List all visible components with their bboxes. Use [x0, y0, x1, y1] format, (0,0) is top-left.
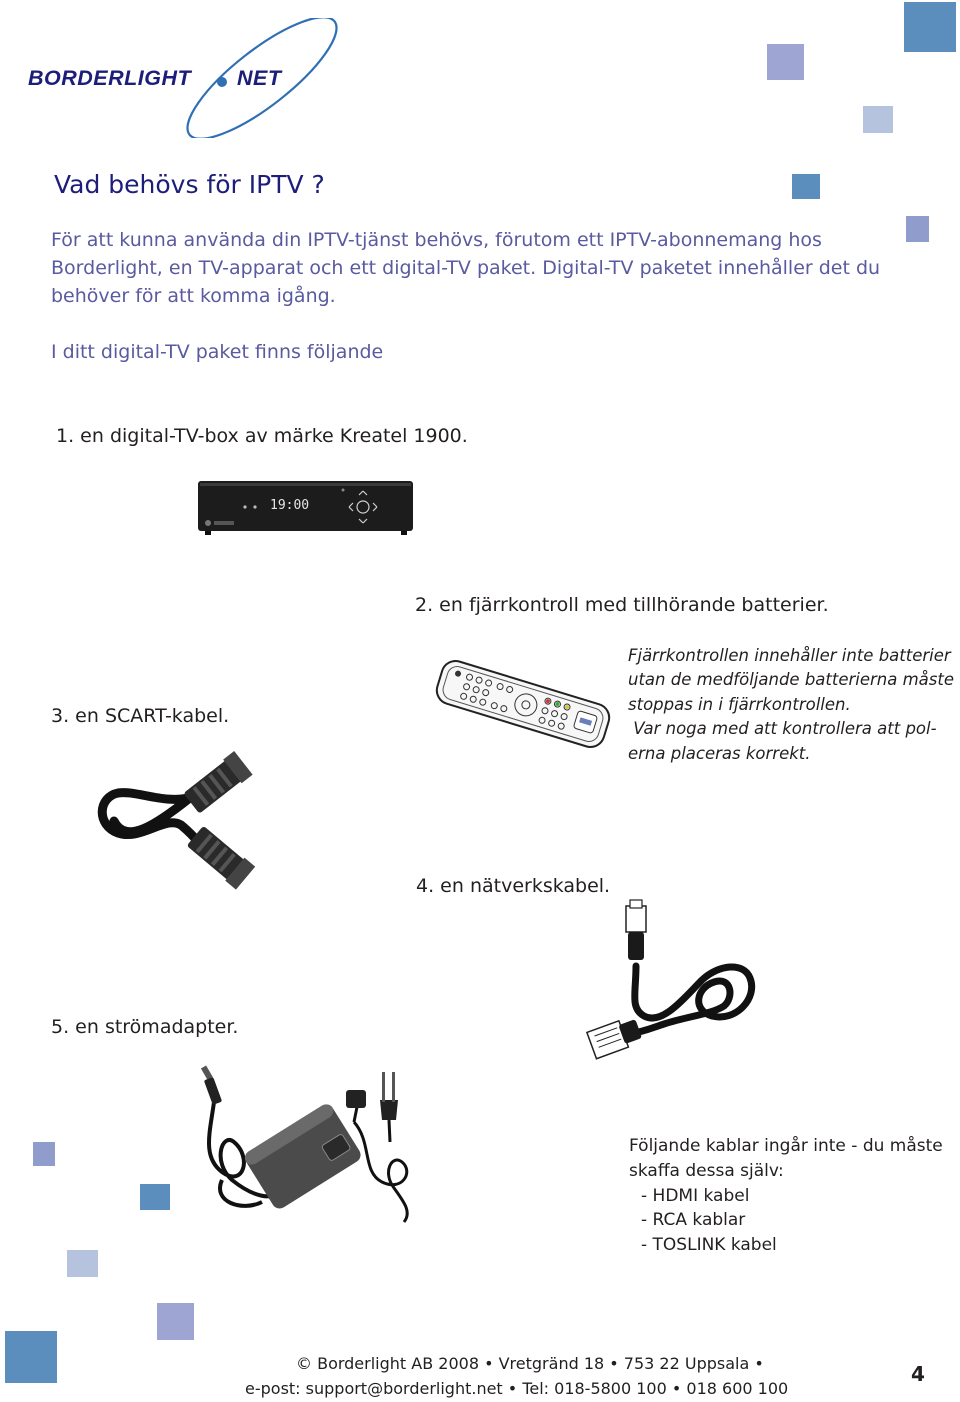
footer-address: © Borderlight AB 2008 • Vretgränd 18 • 753 22 Uppsala •	[296, 1354, 764, 1373]
intro-line: Borderlight, en TV-apparat och ett digital-TV paket. Digital-TV paketet innehåller det du	[51, 257, 881, 279]
decor-square	[33, 1142, 55, 1166]
page-number: 4	[911, 1362, 925, 1386]
decor-square	[5, 1331, 57, 1383]
decor-square	[863, 106, 893, 133]
item-box: 1. en digital-TV-box av märke Kreatel 1900.	[56, 425, 468, 447]
cables-note-line: Följande kablar ingår inte - du måste	[629, 1136, 943, 1156]
decor-square	[792, 174, 820, 199]
remote-note-line: erna placeras korrekt.	[628, 744, 811, 763]
intro-line: behöver för att komma igång.	[51, 285, 336, 307]
decor-square	[904, 2, 956, 52]
remote-note-line: Var noga med att kontrollera att pol-	[628, 719, 937, 738]
item-scart: 3. en SCART-kabel.	[51, 705, 230, 727]
cables-note-line: skaffa dessa själv:	[629, 1161, 784, 1181]
remote-note-line: stoppas in i fjärrkontrollen.	[628, 695, 851, 714]
box-display: 19:00	[270, 498, 310, 513]
cables-list-item: - RCA kablar	[641, 1210, 746, 1230]
remote-note-line: utan de medföljande batterierna måste	[628, 670, 955, 689]
remote-note-line: Fjärrkontrollen innehåller inte batterier	[628, 646, 951, 665]
remote-control-image	[432, 652, 614, 756]
item-power: 5. en strömadapter.	[51, 1016, 239, 1038]
package-intro: I ditt digital-TV paket finns följande	[51, 341, 384, 363]
cables-list-item: - TOSLINK kabel	[641, 1235, 777, 1255]
footer-contact: e-post: support@borderlight.net • Tel: 018-5800 100 • 018 600 100	[245, 1379, 789, 1398]
item-remote: 2. en fjärrkontroll med tillhörande batterier.	[415, 594, 829, 616]
decor-square	[906, 216, 929, 242]
logo-net-text: NET	[237, 66, 282, 90]
decor-square	[140, 1184, 170, 1210]
cables-list-item: - HDMI kabel	[641, 1186, 750, 1206]
intro-line: För att kunna använda din IPTV-tjänst behövs, förutom ett IPTV-abonnemang hos	[51, 229, 822, 251]
decor-square	[157, 1303, 194, 1340]
power-adapter-image	[182, 1062, 422, 1224]
item-network: 4. en nätverkskabel.	[416, 875, 611, 897]
decor-square	[767, 44, 804, 80]
set-top-box-image	[197, 478, 415, 536]
decor-square	[67, 1250, 98, 1277]
logo-text: BORDERLIGHT	[28, 66, 192, 90]
borderlight-logo	[26, 18, 346, 138]
scart-cable-image	[96, 745, 266, 890]
page-title: Vad behövs för IPTV ?	[54, 170, 325, 199]
network-cable-image	[584, 898, 764, 1074]
